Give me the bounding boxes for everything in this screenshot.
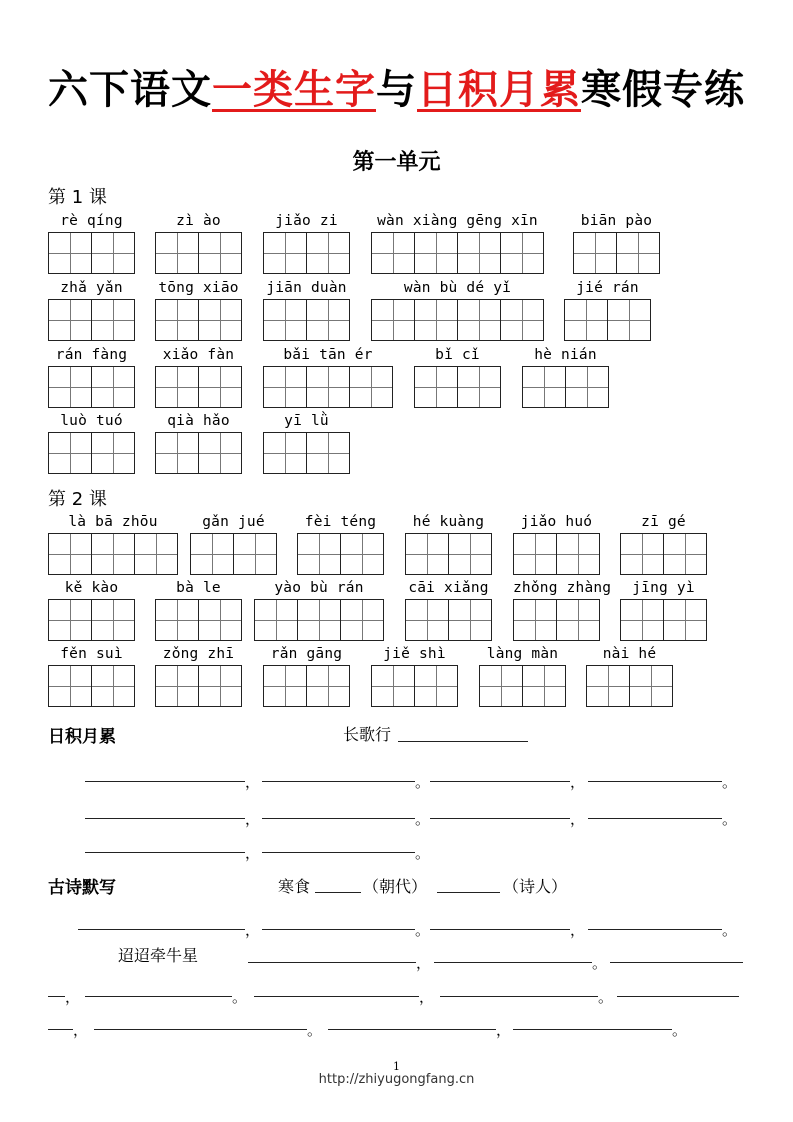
vocab-item xyxy=(155,210,242,274)
tianzige-box[interactable] xyxy=(448,533,492,575)
answer-line[interactable] xyxy=(328,1029,496,1030)
answer-line[interactable] xyxy=(588,929,722,930)
answer-line[interactable] xyxy=(85,781,245,782)
tianzige-box[interactable] xyxy=(607,299,651,341)
tianzige-grid xyxy=(263,665,350,707)
tianzige-grid xyxy=(479,665,566,707)
tianzige-grid xyxy=(48,665,135,707)
pinyin-label: jiǎo huó xyxy=(520,514,593,530)
tianzige-box[interactable] xyxy=(340,599,384,641)
tianzige-box[interactable] xyxy=(91,299,135,341)
answer-line[interactable] xyxy=(262,818,415,819)
vocab-item xyxy=(48,643,135,707)
tianzige-grid xyxy=(48,599,135,641)
pinyin-label: xiǎo fàn xyxy=(162,347,235,363)
comma-mark: ， xyxy=(245,773,261,791)
tianzige-box[interactable] xyxy=(500,299,544,341)
tianzige-box[interactable] xyxy=(48,599,92,641)
vocab-item xyxy=(573,210,660,274)
tianzige-box[interactable] xyxy=(457,366,501,408)
tianzige-grid xyxy=(48,533,178,575)
tianzige-grid xyxy=(620,533,707,575)
pinyin-label: hè nián xyxy=(534,347,597,363)
comma-mark: ， xyxy=(416,954,432,972)
tianzige-grid xyxy=(371,299,544,341)
tianzige-box[interactable] xyxy=(349,366,393,408)
gushi-heading: 古诗默写 xyxy=(48,878,116,898)
period-mark: 。 xyxy=(722,921,738,939)
pinyin-label: rán fàng xyxy=(55,347,128,363)
pinyin-label: zī gé xyxy=(641,514,686,530)
comma-mark: ， xyxy=(245,810,261,828)
answer-line[interactable] xyxy=(430,929,570,930)
pinyin-label: jīng yì xyxy=(632,580,695,596)
chaodai-line[interactable] xyxy=(437,892,500,893)
comma-mark: ， xyxy=(73,1021,89,1039)
pinyin-label: qià hǎo xyxy=(167,413,230,429)
shiren-label: （诗人） xyxy=(503,877,568,896)
vocab-item xyxy=(263,410,350,474)
period-mark: 。 xyxy=(307,1021,323,1039)
tianzige-box[interactable] xyxy=(91,533,135,575)
tianzige-box[interactable] xyxy=(198,299,242,341)
gushi-poem-line[interactable] xyxy=(315,892,361,893)
tianzige-box[interactable] xyxy=(663,533,707,575)
period-mark: 。 xyxy=(415,921,431,939)
vocab-item xyxy=(586,643,673,707)
tianzige-box[interactable] xyxy=(586,665,630,707)
pinyin-label: zì ào xyxy=(176,213,221,229)
chaodai-label: （朝代） xyxy=(363,877,428,896)
answer-line[interactable] xyxy=(248,962,416,963)
riji-poem-line[interactable] xyxy=(398,741,528,742)
tianzige-box[interactable] xyxy=(371,665,415,707)
tianzige-box[interactable] xyxy=(564,299,608,341)
period-mark: 。 xyxy=(232,988,248,1006)
period-mark: 。 xyxy=(722,773,738,791)
tianzige-box[interactable] xyxy=(155,599,199,641)
vocab-item xyxy=(513,577,612,641)
comma-mark: ， xyxy=(496,1021,512,1039)
pinyin-label: cāi xiǎng xyxy=(408,580,489,596)
tianzige-box[interactable] xyxy=(198,599,242,641)
page-number: 1 xyxy=(393,1060,400,1073)
tianzige-grid xyxy=(620,599,707,641)
riji-poem-title: 长歌行 xyxy=(343,725,392,744)
vocab-item xyxy=(48,210,135,274)
pinyin-label: jié rán xyxy=(576,280,639,296)
tianzige-box[interactable] xyxy=(629,665,673,707)
tianzige-box[interactable] xyxy=(155,299,199,341)
tianzige-box[interactable] xyxy=(306,232,350,274)
gushi-poem2-title: 迢迢牵牛星 xyxy=(118,946,199,965)
tianzige-box[interactable] xyxy=(263,232,307,274)
tianzige-box[interactable] xyxy=(479,665,523,707)
tianzige-box[interactable] xyxy=(155,366,199,408)
tianzige-grid xyxy=(263,232,350,274)
tianzige-box[interactable] xyxy=(198,366,242,408)
vocab-item xyxy=(254,577,384,641)
period-mark: 。 xyxy=(722,810,738,828)
tianzige-box[interactable] xyxy=(306,366,350,408)
tianzige-box[interactable] xyxy=(573,232,617,274)
vocab-item xyxy=(155,410,242,474)
vocab-item xyxy=(48,410,135,474)
gushi-poem-title: 寒食 xyxy=(278,877,311,896)
answer-line[interactable] xyxy=(48,996,65,997)
answer-line[interactable] xyxy=(94,1029,307,1030)
pinyin-label: tōng xiāo xyxy=(158,280,239,296)
vocab-item xyxy=(155,577,242,641)
comma-mark: ， xyxy=(570,921,586,939)
lesson-2-heading: 第 2 课 xyxy=(48,489,107,510)
vocab-item xyxy=(479,643,566,707)
vocab-item xyxy=(371,210,544,274)
tianzige-box[interactable] xyxy=(556,533,600,575)
comma-mark: ， xyxy=(570,773,586,791)
tianzige-box[interactable] xyxy=(306,432,350,474)
footer-url[interactable]: http://zhiyugongfang.cn xyxy=(318,1072,475,1087)
page-title: 六下语文一类生字与日积月累寒假专练 xyxy=(48,67,745,113)
vocab-item xyxy=(155,344,242,408)
pinyin-label: wàn xiàng gēng xīn xyxy=(377,213,538,229)
tianzige-grid xyxy=(48,232,135,274)
vocab-item xyxy=(263,277,350,341)
tianzige-box[interactable] xyxy=(91,665,135,707)
tianzige-box[interactable] xyxy=(371,232,415,274)
answer-line[interactable] xyxy=(78,929,245,930)
tianzige-box[interactable] xyxy=(297,533,341,575)
tianzige-box[interactable] xyxy=(522,665,566,707)
answer-line[interactable] xyxy=(610,962,743,963)
comma-mark: ， xyxy=(245,921,261,939)
pinyin-label: fěn suì xyxy=(60,646,123,662)
pinyin-label: jiǎo zi xyxy=(275,213,338,229)
tianzige-box[interactable] xyxy=(48,232,92,274)
tianzige-box[interactable] xyxy=(263,366,307,408)
tianzige-box[interactable] xyxy=(414,232,458,274)
tianzige-box[interactable] xyxy=(306,299,350,341)
tianzige-grid xyxy=(263,299,350,341)
pinyin-label: fèi téng xyxy=(304,514,377,530)
answer-line[interactable] xyxy=(430,818,570,819)
answer-line[interactable] xyxy=(617,996,739,997)
tianzige-box[interactable] xyxy=(405,533,449,575)
vocab-item xyxy=(513,511,600,575)
tianzige-box[interactable] xyxy=(663,599,707,641)
tianzige-box[interactable] xyxy=(448,599,492,641)
pinyin-label: zhǒng zhàng xyxy=(513,580,612,596)
tianzige-box[interactable] xyxy=(198,232,242,274)
tianzige-box[interactable] xyxy=(155,232,199,274)
tianzige-box[interactable] xyxy=(198,432,242,474)
comma-mark: ， xyxy=(245,844,261,862)
tianzige-box[interactable] xyxy=(91,366,135,408)
vocab-item xyxy=(405,577,492,641)
answer-line[interactable] xyxy=(262,781,415,782)
tianzige-box[interactable] xyxy=(48,299,92,341)
vocab-item xyxy=(371,277,544,341)
answer-line[interactable] xyxy=(85,852,245,853)
period-mark: 。 xyxy=(672,1021,688,1039)
tianzige-box[interactable] xyxy=(556,599,600,641)
period-mark: 。 xyxy=(592,954,608,972)
tianzige-box[interactable] xyxy=(414,366,458,408)
pinyin-label: bǐ cǐ xyxy=(435,347,480,363)
tianzige-grid xyxy=(414,366,501,408)
tianzige-grid xyxy=(263,432,350,474)
vocab-item xyxy=(48,277,135,341)
tianzige-box[interactable] xyxy=(513,533,557,575)
pinyin-label: hé kuàng xyxy=(412,514,485,530)
tianzige-box[interactable] xyxy=(48,366,92,408)
tianzige-box[interactable] xyxy=(91,232,135,274)
tianzige-grid xyxy=(155,599,242,641)
tianzige-box[interactable] xyxy=(414,299,458,341)
tianzige-grid xyxy=(513,599,600,641)
answer-line[interactable] xyxy=(440,996,598,997)
tianzige-grid xyxy=(155,299,242,341)
tianzige-box[interactable] xyxy=(457,232,501,274)
vocab-item xyxy=(620,577,707,641)
tianzige-grid xyxy=(155,432,242,474)
tianzige-box[interactable] xyxy=(48,432,92,474)
vocab-item xyxy=(190,511,277,575)
tianzige-box[interactable] xyxy=(48,533,92,575)
vocab-item xyxy=(263,344,393,408)
pinyin-label: bǎi tān ér xyxy=(283,347,373,363)
tianzige-grid xyxy=(48,432,135,474)
tianzige-box[interactable] xyxy=(134,533,178,575)
pinyin-label: jiě shì xyxy=(383,646,446,662)
vocab-item xyxy=(155,277,242,341)
riji-heading: 日积月累 xyxy=(48,727,116,747)
period-mark: 。 xyxy=(415,810,431,828)
tianzige-grid xyxy=(522,366,609,408)
tianzige-box[interactable] xyxy=(233,533,277,575)
pinyin-label: zhǎ yǎn xyxy=(60,280,123,296)
tianzige-grid xyxy=(155,232,242,274)
tianzige-grid xyxy=(371,665,458,707)
pinyin-label: là bā zhōu xyxy=(68,514,158,530)
lesson-1-heading: 第 1 课 xyxy=(48,187,107,208)
tianzige-box[interactable] xyxy=(513,599,557,641)
tianzige-box[interactable] xyxy=(198,665,242,707)
tianzige-box[interactable] xyxy=(263,665,307,707)
vocab-item xyxy=(522,344,609,408)
tianzige-box[interactable] xyxy=(620,599,664,641)
vocab-item xyxy=(155,643,242,707)
comma-mark: ， xyxy=(65,988,81,1006)
tianzige-grid xyxy=(155,366,242,408)
tianzige-box[interactable] xyxy=(91,599,135,641)
tianzige-grid xyxy=(263,366,393,408)
answer-line[interactable] xyxy=(85,818,245,819)
pinyin-label: jiān duàn xyxy=(266,280,347,296)
vocab-item xyxy=(620,511,707,575)
tianzige-grid xyxy=(564,299,651,341)
vocab-item xyxy=(564,277,651,341)
tianzige-box[interactable] xyxy=(371,299,415,341)
vocab-item xyxy=(414,344,501,408)
tianzige-box[interactable] xyxy=(306,665,350,707)
vocab-item xyxy=(371,643,458,707)
tianzige-grid xyxy=(190,533,277,575)
answer-line[interactable] xyxy=(85,996,232,997)
tianzige-box[interactable] xyxy=(457,299,501,341)
tianzige-box[interactable] xyxy=(155,665,199,707)
tianzige-box[interactable] xyxy=(522,366,566,408)
tianzige-box[interactable] xyxy=(254,599,298,641)
answer-line[interactable] xyxy=(434,962,592,963)
period-mark: 。 xyxy=(415,844,431,862)
pinyin-label: zǒng zhī xyxy=(162,646,235,662)
tianzige-grid xyxy=(48,366,135,408)
tianzige-box[interactable] xyxy=(405,599,449,641)
answer-line[interactable] xyxy=(588,781,722,782)
vocab-item xyxy=(263,210,350,274)
vocab-item xyxy=(48,511,178,575)
tianzige-box[interactable] xyxy=(340,533,384,575)
pinyin-label: rǎn gāng xyxy=(270,646,343,662)
vocab-item xyxy=(48,344,135,408)
pinyin-label: biān pào xyxy=(580,213,653,229)
pinyin-label: kě kào xyxy=(64,580,119,596)
tianzige-box[interactable] xyxy=(500,232,544,274)
tianzige-grid xyxy=(254,599,384,641)
comma-mark: ， xyxy=(570,810,586,828)
pinyin-label: gǎn jué xyxy=(202,514,265,530)
pinyin-label: yào bù rán xyxy=(274,580,364,596)
tianzige-box[interactable] xyxy=(155,432,199,474)
answer-line[interactable] xyxy=(262,929,415,930)
tianzige-grid xyxy=(573,232,660,274)
tianzige-box[interactable] xyxy=(616,232,660,274)
tianzige-grid xyxy=(405,533,492,575)
tianzige-box[interactable] xyxy=(190,533,234,575)
pinyin-label: bà le xyxy=(176,580,221,596)
answer-line[interactable] xyxy=(254,996,419,997)
tianzige-grid xyxy=(371,232,544,274)
tianzige-box[interactable] xyxy=(620,533,664,575)
vocab-item xyxy=(297,511,384,575)
tianzige-grid xyxy=(155,665,242,707)
tianzige-grid xyxy=(513,533,600,575)
pinyin-label: rè qíng xyxy=(60,213,123,229)
tianzige-box[interactable] xyxy=(91,432,135,474)
tianzige-box[interactable] xyxy=(297,599,341,641)
period-mark: 。 xyxy=(415,773,431,791)
vocab-item xyxy=(263,643,350,707)
tianzige-grid xyxy=(297,533,384,575)
tianzige-grid xyxy=(586,665,673,707)
tianzige-box[interactable] xyxy=(263,432,307,474)
tianzige-box[interactable] xyxy=(414,665,458,707)
answer-line[interactable] xyxy=(430,781,570,782)
pinyin-label: luò tuó xyxy=(60,413,123,429)
pinyin-label: wàn bù dé yǐ xyxy=(403,280,512,296)
tianzige-grid xyxy=(48,299,135,341)
tianzige-box[interactable] xyxy=(48,665,92,707)
comma-mark: ， xyxy=(419,988,435,1006)
answer-line[interactable] xyxy=(588,818,722,819)
answer-line[interactable] xyxy=(513,1029,672,1030)
unit-heading: 第一单元 xyxy=(352,150,441,175)
period-mark: 。 xyxy=(598,988,614,1006)
answer-line[interactable] xyxy=(48,1029,73,1030)
vocab-item xyxy=(48,577,135,641)
pinyin-label: nài hé xyxy=(602,646,657,662)
pinyin-label: yī lǜ xyxy=(284,413,329,429)
pinyin-label: làng màn xyxy=(486,646,559,662)
tianzige-grid xyxy=(405,599,492,641)
vocab-item xyxy=(405,511,492,575)
answer-line[interactable] xyxy=(262,852,415,853)
tianzige-box[interactable] xyxy=(263,299,307,341)
tianzige-box[interactable] xyxy=(565,366,609,408)
